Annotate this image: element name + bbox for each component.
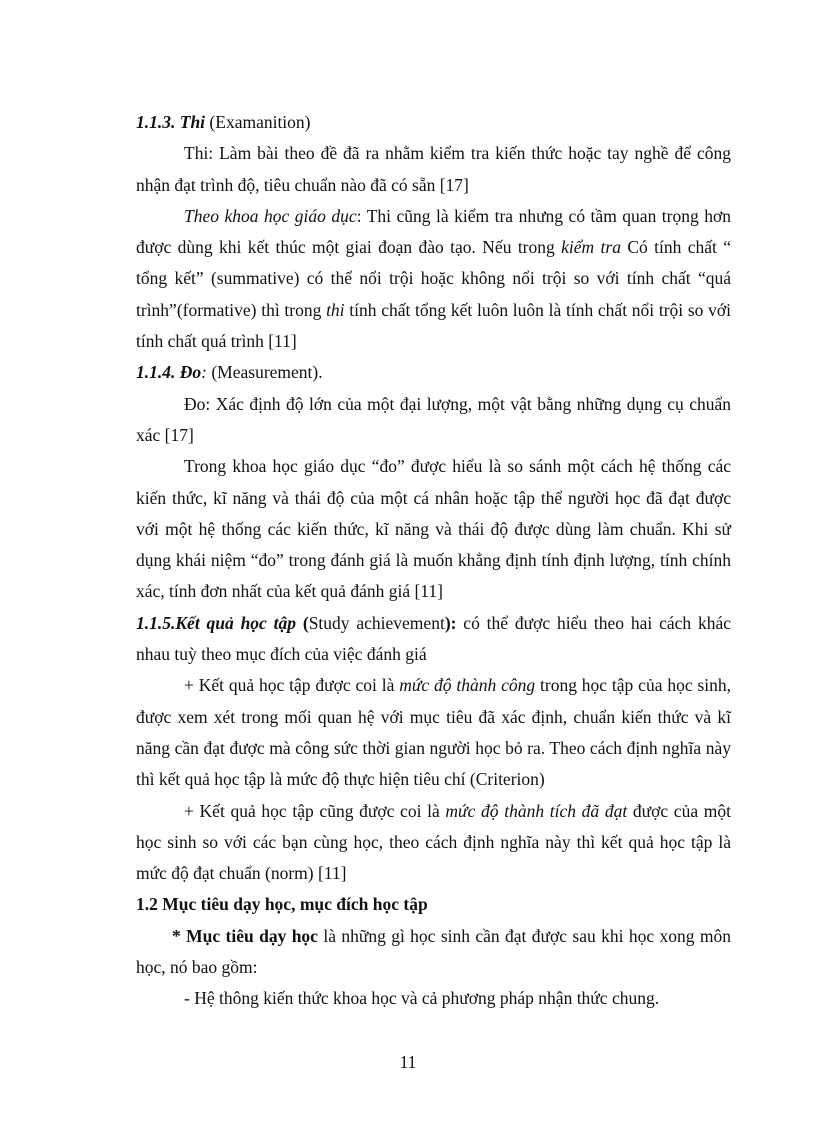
section-label: 1.1.5.Kết quả học tập <box>136 612 297 633</box>
emphasis: thi <box>326 299 345 320</box>
section-label: 1.1.4. Đo <box>136 362 202 383</box>
section-label-english: (Examanition) <box>205 112 311 132</box>
paragraph: * Mục tiêu dạy học là những gì học sinh cần đạt được sau khi học xong môn học, nó bao gồm: <box>136 925 731 978</box>
paragraph: + Kết quả học tập được coi là mức độ thành công trong học tập của học sinh, được xem xét trong mối quan hệ với mục tiêu đã xác định, chuẩn kiến thức và kĩ năng cần đạt được mà công sức thời gian người học bỏ ra. Theo cách định nghĩa này thì kết quả học tập là mức độ thực hiện tiêu chí (Criterion) <box>136 675 731 790</box>
page-number: 11 <box>399 1052 417 1072</box>
section-label-english: Study achievement <box>308 612 445 633</box>
section-heading-1-2: 1.2 Mục tiêu dạy học, mục đích học tập <box>136 894 428 915</box>
section-label: 1.1.3. Thi <box>136 112 206 132</box>
paragraph: Thi: Làm bài theo đề đã ra nhằm kiểm tra kiến thức hoặc tay nghề để công nhận đạt trình độ, tiêu chuẩn nào đã có sẵn [17] <box>136 143 731 195</box>
paragraph: + Kết quả học tập cũng được coi là mức độ thành tích đã đạt được của một học sinh so với các bạn cùng học, theo cách định nghĩa này thì kết quả học tập là mức độ đạt chuẩn (norm) [11] <box>136 800 731 884</box>
section-heading-1-1-4: 1.1.4. Đo: (Measurement). <box>136 362 323 383</box>
section-heading-1-1-3 <box>136 107 731 138</box>
paragraph: Trong khoa học giáo dục “đo” được hiểu là so sánh một cách hệ thống các kiến thức, kĩ năng và thái độ của một cá nhân hoặc tập thể người học đã đạt được với một hệ thống các kiến thức, kĩ năng và thái độ được dùng làm chuẩn. Khi sử dụng khái niệm “đo” trong đánh giá là muốn khẳng định tính định lượng, tính chính xác, tính đơn nhất của kết quả đánh giá [11] <box>136 456 731 602</box>
section-heading-1-1-5: 1.1.5.Kết quả học tập (Study achievement): có thể được hiểu theo hai cách khác nhau tuỳ theo mục đích của việc đánh giá <box>136 612 732 665</box>
paragraph: Đo: Xác định độ lớn của một đại lượng, một vật bằng những dụng cụ chuẩn xác [17] <box>136 393 731 445</box>
page-content <box>136 107 731 1015</box>
emphasis: Theo khoa học giáo dục <box>184 205 357 226</box>
emphasis: mức độ thành tích đã đạt <box>445 800 628 821</box>
bold-term: * Mục tiêu dạy học <box>172 925 318 946</box>
paragraph: Theo khoa học giáo dục: Thi cũng là kiểm tra nhưng có tầm quan trọng hơn được dùng khi kết thúc một giai đoạn đào tạo. Nếu trong kiểm tra Có tính chất “ tổng kết” (summative) có thể nổi trội hoặc không nổi trội so với tính chất “quá trình”(formative) thì trong thi tính chất tổng kết luôn luôn là tính chất nổi trội so với tính chất quá trình [11] <box>136 205 731 352</box>
section-label-english: (Measurement). <box>206 362 323 383</box>
paragraph: - Hệ thông kiến thức khoa học và cả phương pháp nhận thức chung. <box>184 988 660 1009</box>
emphasis: mức độ thành công <box>399 675 536 696</box>
emphasis: kiểm tra <box>561 237 621 258</box>
